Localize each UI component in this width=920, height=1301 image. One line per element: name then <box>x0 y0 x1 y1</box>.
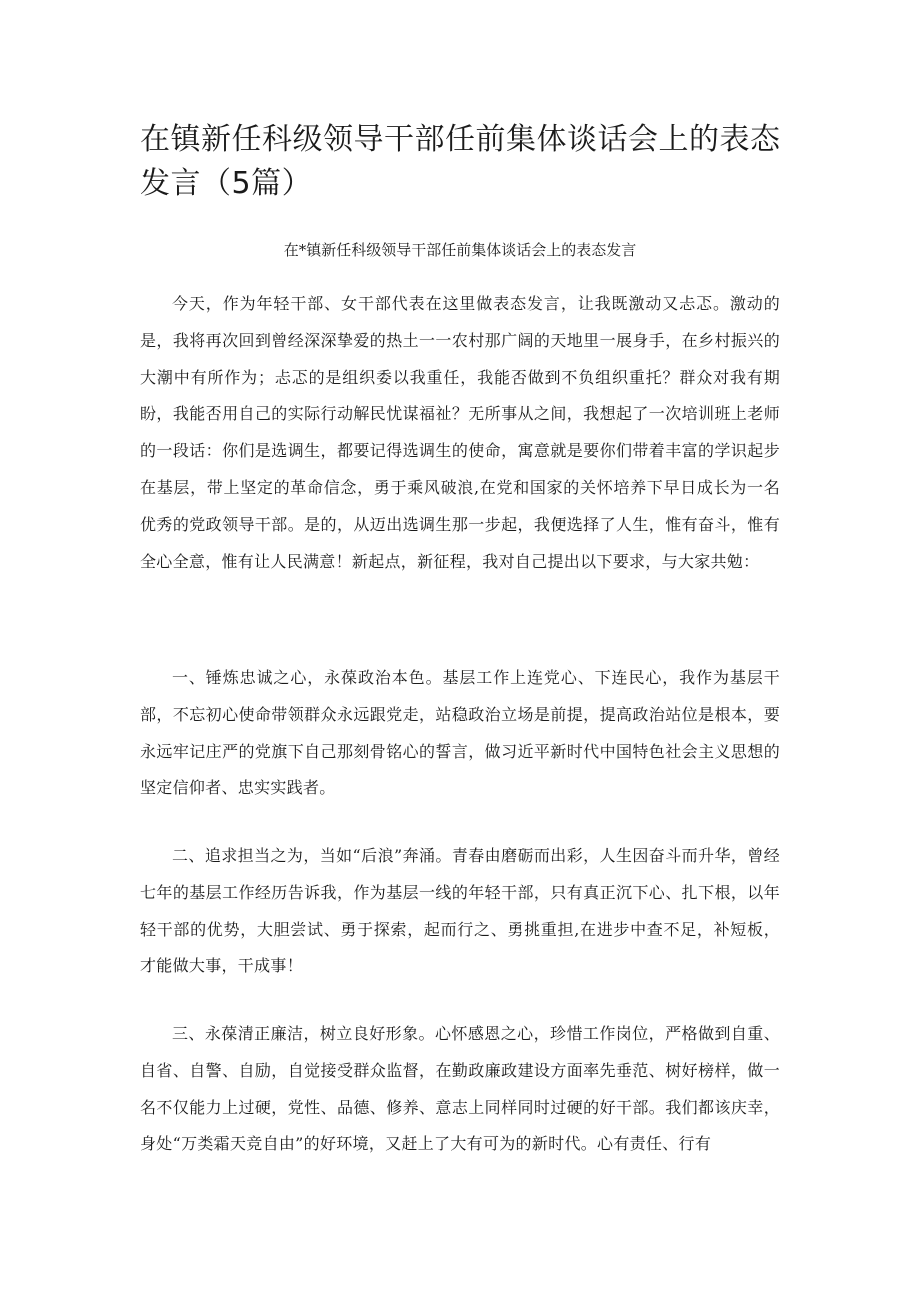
paragraph-intro: 今天，作为年轻干部、女干部代表在这里做表态发言，让我既激动又忐忑。激动的是，我将再次回到曾经深深挚爱的热土一一农村那广阔的天地里一展身手，在乡村振兴的大潮中有所作为；忐忑的是组织委以我重任，我能否做到不负组织重托？群众对我有期盼，我能否用自己的实际行动解民忧谋福祉？无所事从之间，我想起了一次培训班上老师的一段话：你们是选调生，都要记得选调生的使命，寓意就是要你们带着丰富的学识起步在基层，带上坚定的革命信念，勇于乘风破浪,在党和国家的关怀培养下早日成长为一名优秀的党政领导干部。是的，从迈出选调生那一步起，我便选择了人生，惟有奋斗，惟有全心全意，惟有让人民满意！新起点，新征程，我对自己提出以下要求，与大家共勉： <box>140 294 780 571</box>
paragraph-point-one: 一、锤炼忠诚之心，永葆政治本色。基层工作上连党心、下连民心，我作为基层干部，不忘初心使命带领群众永远跟党走，站稳政治立场是前提，提高政治站位是根本，要永远牢记庄严的党旗下自己那刻骨铭心的誓言，做习近平新时代中国特色社会主义思想的坚定信仰者、忠实实践者。 <box>140 668 780 798</box>
paragraph-point-three: 三、永葆清正廉洁，树立良好形象。心怀感恩之心，珍惜工作岗位，严格做到自重、自省、自警、自励，自觉接受群众监督，在勤政廉政建设方面率先垂范、树好榜样，做一名不仅能力上过硬，党性、品德、修养、意志上同样同时过硬的好干部。我们都该庆幸，身处“万类霜天竞自由”的好环境，又赶上了大有可为的新时代。心有责任、行有 <box>140 1024 780 1154</box>
paragraph-point-two: 二、追求担当之为，当如“后浪”奔涌。青春由磨砺而出彩，人生因奋斗而升华，曾经七年的基层工作经历告诉我，作为基层一线的年轻干部，只有真正沉下心、扎下根，以年轻干部的优势，大胆尝试、勇于探索，起而行之、勇挑重担,在进步中查不足，补短板，才能做大事，干成事！ <box>140 846 780 976</box>
document-title: 在镇新任科级领导干部任前集体谈话会上的表态发言（5篇） <box>140 122 781 201</box>
document-subtitle: 在*镇新任科级领导干部任前集体谈话会上的表态发言 <box>283 241 637 259</box>
